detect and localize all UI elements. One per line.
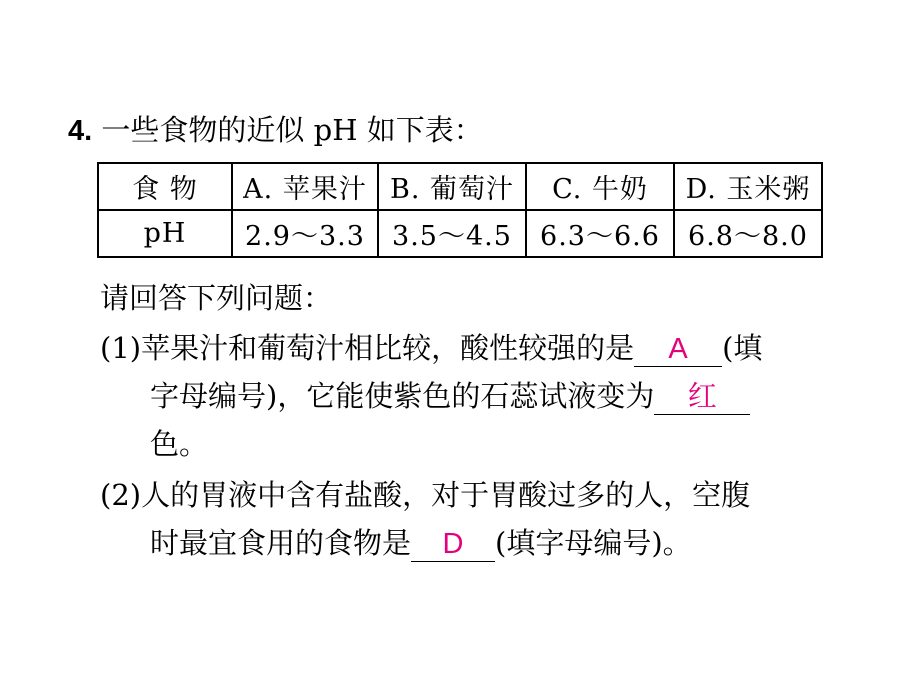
part1-line1 <box>100 326 762 370</box>
part2-line2 <box>150 521 692 565</box>
table-cell: 3.5～4.5 <box>378 210 526 257</box>
table-header-cell: B. 葡萄汁 <box>378 163 526 210</box>
answer-blank-1: A <box>634 332 722 367</box>
part1-text: (1)苹果汁和葡萄汁相比较，酸性较强的是 <box>100 331 635 365</box>
ph-table <box>97 162 823 258</box>
part1-text-after: (填 <box>722 331 763 365</box>
table-row <box>98 210 822 257</box>
part1-line2 <box>150 374 750 418</box>
question-stem: 一些食物的近似 pH 如下表： <box>101 113 483 147</box>
answer-blank-3: D <box>411 527 495 562</box>
table-header-cell: 食 物 <box>98 163 232 210</box>
part2-line1: (2)人的胃液中含有盐酸，对于胃酸过多的人，空腹 <box>100 478 751 512</box>
part2-text-after: (填字母编号)。 <box>495 526 692 560</box>
part1-line3: 色。 <box>150 427 209 461</box>
table-header-row <box>98 163 822 210</box>
table-cell: 2.9～3.3 <box>232 210 378 257</box>
question-title <box>68 108 483 153</box>
table-cell: 6.8～8.0 <box>674 210 822 257</box>
part2-text: 时最宜食用的食物是 <box>150 526 412 560</box>
table-header-cell: C. 牛奶 <box>526 163 674 210</box>
table-header-cell: A. 苹果汁 <box>232 163 378 210</box>
question-number: 4. <box>68 115 93 147</box>
table-cell: pH <box>98 210 232 257</box>
part1-text-2: 字母编号)，它能使紫色的石蕊试液变为 <box>150 379 655 413</box>
table-header-cell: D. 玉米粥 <box>674 163 822 210</box>
table-cell: 6.3～6.6 <box>526 210 674 257</box>
answer-blank-2: 红 <box>654 380 750 415</box>
prompt-text: 请回答下列问题： <box>100 281 333 315</box>
